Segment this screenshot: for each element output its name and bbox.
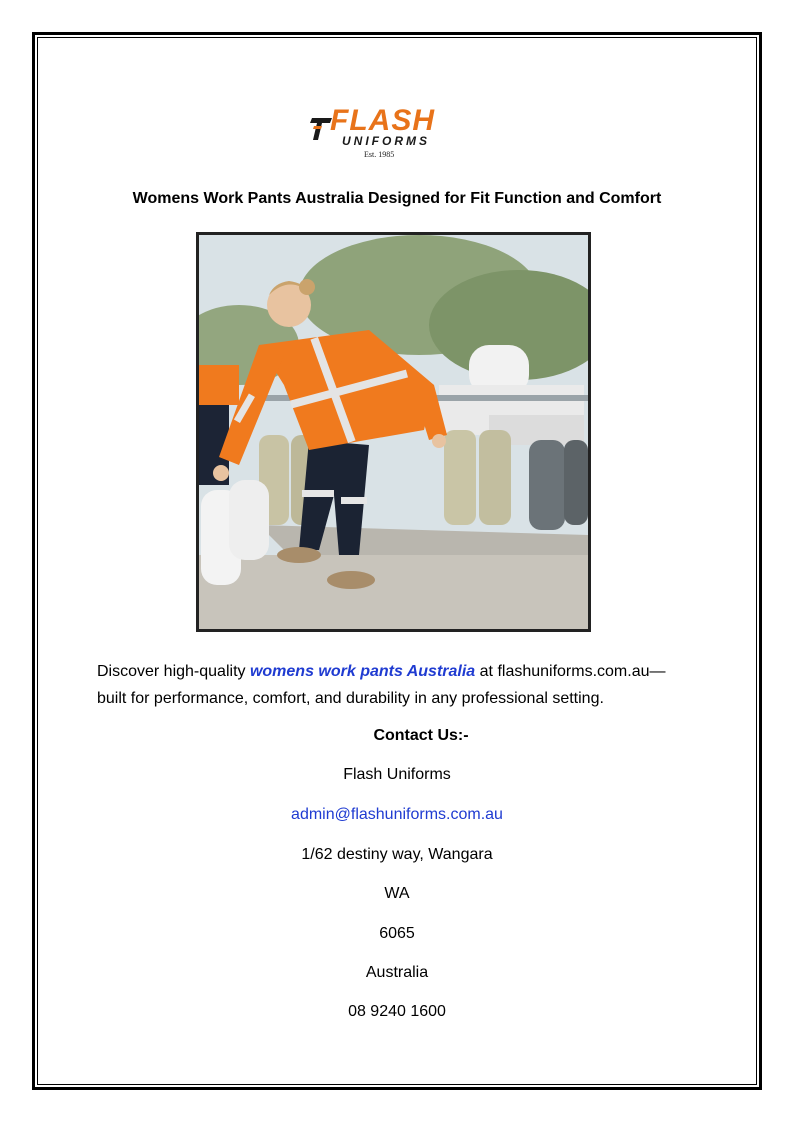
flash-uniforms-logo xyxy=(300,104,480,164)
contact-country: Australia xyxy=(365,964,429,981)
contact-postcode: 6065 xyxy=(379,925,415,942)
company-name: Flash Uniforms xyxy=(343,766,451,783)
contact-heading: Contact Us:- xyxy=(373,727,469,744)
logo-established: Est. 1985 xyxy=(364,150,395,159)
logo-brand: FLASH xyxy=(330,104,435,137)
contact-email-link[interactable]: admin@flashuniforms.com.au xyxy=(291,806,503,823)
contact-address: 1/62 destiny way, Wangara xyxy=(301,846,493,863)
intro-text-before: Discover high-quality xyxy=(97,663,250,680)
logo-subtitle: UNIFORMS xyxy=(342,134,430,148)
contact-state: WA xyxy=(384,885,410,902)
intro-text-after: at flashuniforms.com.au— xyxy=(475,663,666,680)
worker-illustration xyxy=(199,235,588,629)
intro-paragraph xyxy=(97,658,717,712)
page-title: Womens Work Pants Australia Designed for Fit Function and Comfort xyxy=(132,190,662,207)
intro-text-line2: built for performance, comfort, and durability in any professional setting. xyxy=(97,690,604,707)
product-photo xyxy=(196,232,591,632)
contact-phone: 08 9240 1600 xyxy=(348,1003,446,1020)
womens-work-pants-link[interactable]: womens work pants Australia xyxy=(249,663,476,680)
